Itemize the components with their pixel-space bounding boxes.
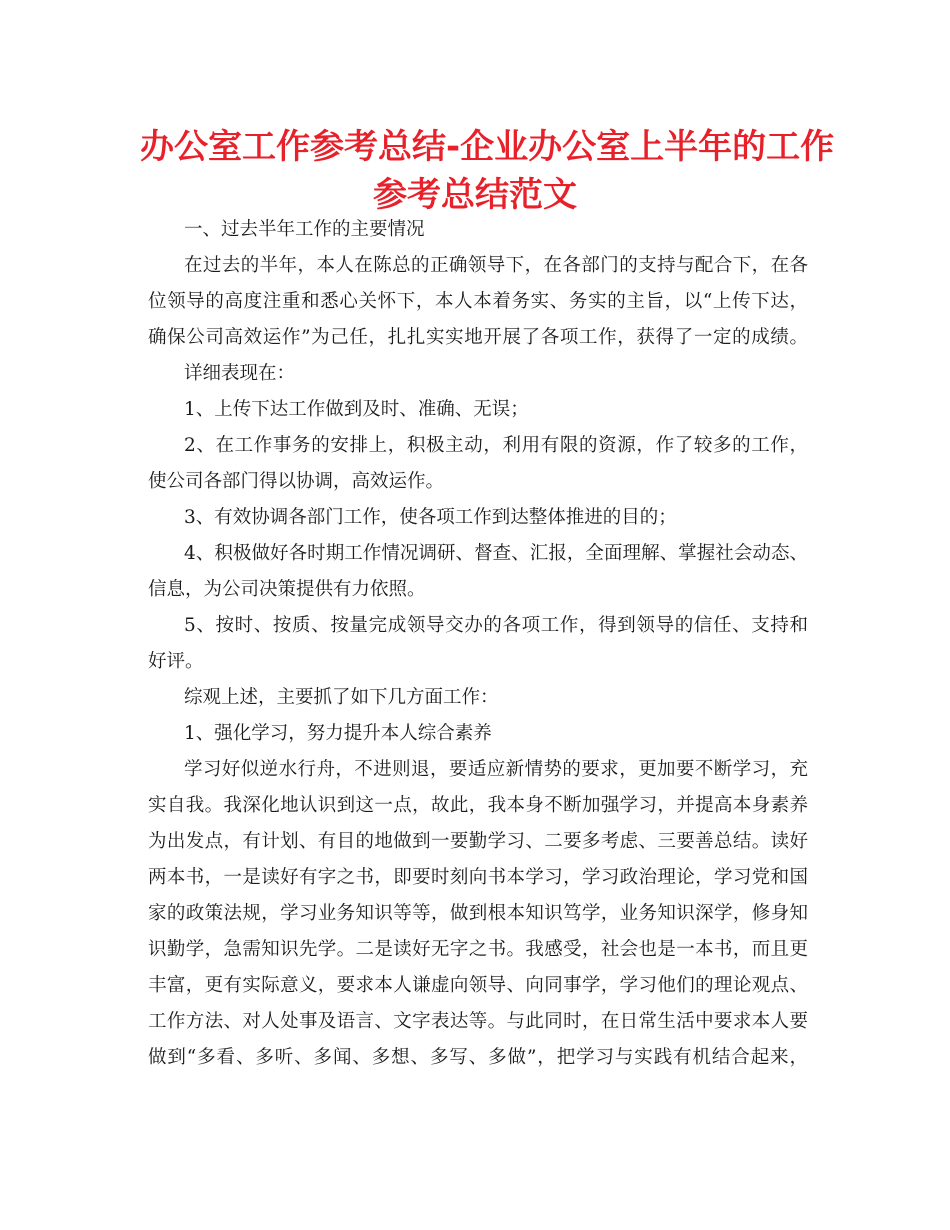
paragraph-line: 位领导的高度注重和悉心关怀下，本人本着务实、务实的主旨，以“上传下达， [148, 291, 808, 312]
subheading: 1、强化学习，努力提升本人综合素养 [184, 723, 492, 744]
paragraph-line: 家的政策法规，学习业务知识等等，做到根本知识笃学，业务知识深学，修身知 [148, 903, 808, 924]
list-item-line: 3、有效协调各部门工作，使各项工作到达整体推进的目的； [184, 507, 677, 528]
paragraph-line: 详细表现在： [184, 363, 296, 384]
list-item-line: 好评。 [148, 651, 204, 672]
list-item-line: 使公司各部门得以协调，高效运作。 [148, 471, 445, 492]
list-item-line: 信息，为公司决策提供有力依照。 [148, 579, 426, 600]
paragraph-line: 工作方法、对人处事及语言、文字表达等。与此同时，在日常生活中要求本人要 [148, 1011, 808, 1032]
paragraph-line: 实自我。我深化地认识到这一点，故此，我本身不断加强学习，并提高本身素养 [148, 795, 808, 816]
document-title-line-1: 办公室工作参考总结-企业办公室上半年的工作 [140, 127, 835, 167]
paragraph-line: 在过去的半年，本人在陈总的正确领导下，在各部门的支持与配合下，在各 [184, 255, 808, 276]
paragraph-line: 确保公司高效运作”为己任，扎扎实实地开展了各项工作，获得了一定的成绩。 [148, 327, 808, 348]
paragraph-line: 做到“多看、多听、多闻、多想、多写、多做”，把学习与实践有机结合起来， [148, 1047, 808, 1068]
document-title-line-2: 参考总结范文 [373, 175, 577, 215]
paragraph-line: 综观上述，主要抓了如下几方面工作： [184, 687, 499, 708]
paragraph-line: 丰富，更有实际意义，要求本人谦虚向领导、向同事学，学习他们的理论观点、 [148, 975, 808, 996]
section-heading: 一、过去半年工作的主要情况 [184, 219, 425, 240]
list-item-line: 1、上传下达工作做到及时、准确、无误； [184, 399, 529, 420]
list-item-line: 2、在工作事务的安排上，积极主动，利用有限的资源，作了较多的工作， [184, 435, 808, 456]
paragraph-line: 为出发点，有计划、有目的地做到一要勤学习、二要多考虑、三要善总结。读好 [148, 831, 808, 852]
paragraph-line: 识勤学，急需知识先学。二是读好无字之书。我感受，社会也是一本书，而且更 [148, 939, 808, 960]
paragraph-line: 两本书，一是读好有字之书，即要时刻向书本学习，学习政治理论，学习党和国 [148, 867, 808, 888]
list-item-line: 5、按时、按质、按量完成领导交办的各项工作，得到领导的信任、支持和 [184, 615, 808, 636]
paragraph-line: 学习好似逆水行舟，不进则退，要适应新情势的要求，更加要不断学习，充 [184, 759, 808, 780]
list-item-line: 4、积极做好各时期工作情况调研、督查、汇报，全面理解、掌握社会动态、 [184, 543, 808, 564]
